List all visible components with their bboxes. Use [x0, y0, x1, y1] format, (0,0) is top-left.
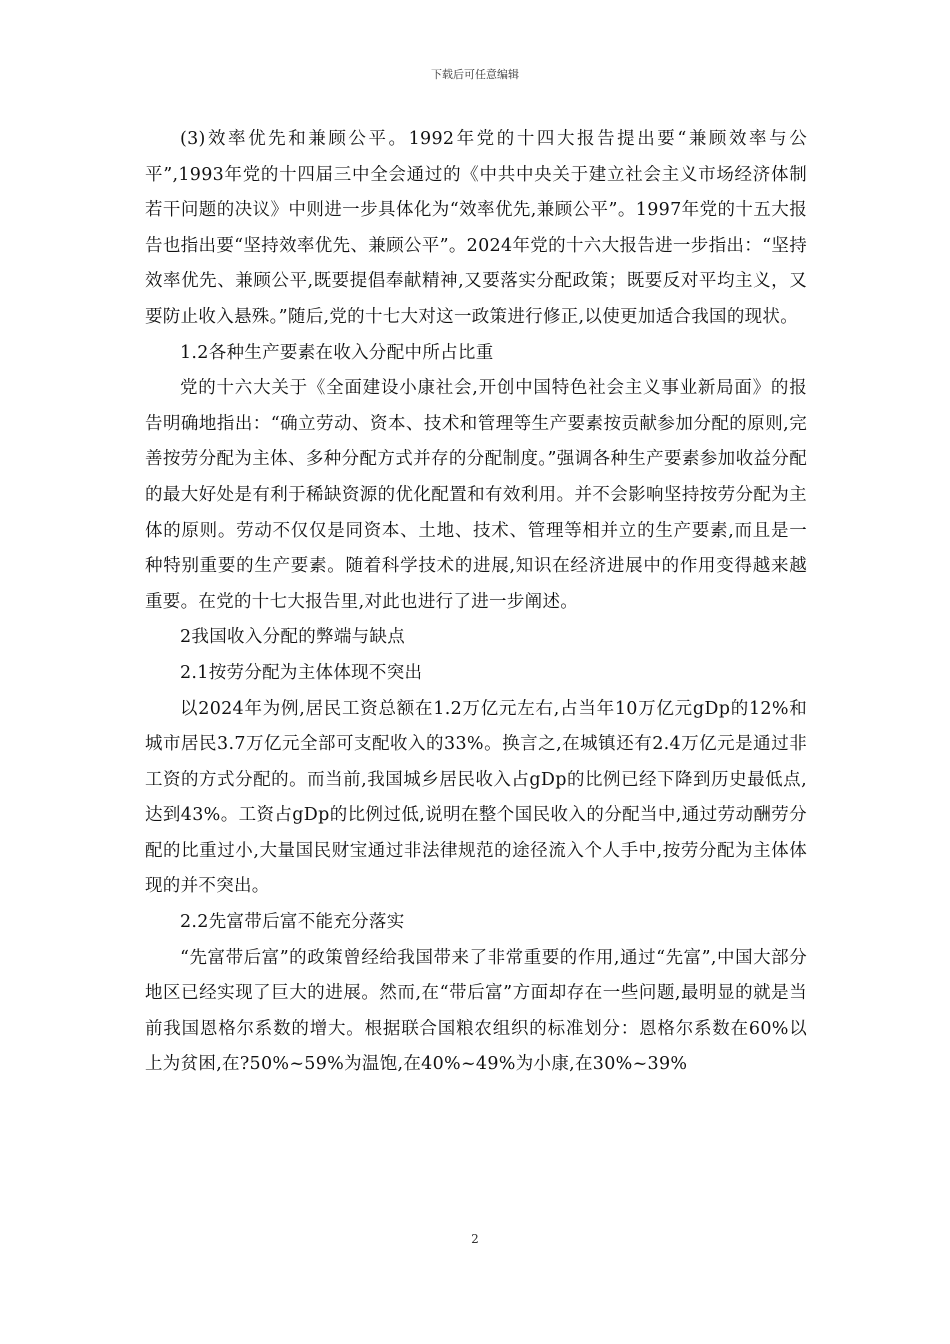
section-heading-2-2: 2.2先富带后富不能充分落实	[180, 912, 405, 933]
page-header: 下载后可任意编辑	[431, 68, 519, 81]
section-heading-2: 2我国收入分配的弊端与缺点	[180, 627, 406, 648]
page-number: 2	[471, 1232, 479, 1246]
section-heading-2-1: 2.1按劳分配为主体体现不突出	[180, 662, 423, 683]
paragraph-production-factors: 党的十六大关于《全面建设小康社会,开创中国特色社会主义事业新局面》的报告明确地指出：“确立劳动、资本、技术和管理等生产要素按贡献参加分配的原则,完善按劳分配为主体、多种分配方式并存的分配制度。”强调各种生产要素参加收益分配的最大好处是有利于稀缺资源的优化配置和有效利用。并不会影响坚持按劳分配为主体的原则。劳动不仅仅是同资本、土地、技术、管理等相并立的生产要素,而且是一种特别重要的生产要素。随着科学技术的进展,知识在经济进展中的作用变得越来越重要。在党的十七大报告里,对此也进行了进一步阐述。	[145, 378, 807, 612]
document-body	[145, 122, 807, 1083]
paragraph-wage-share: 以2024年为例,居民工资总额在1.2万亿元左右,占当年10万亿元gDp的12%和城市居民3.7万亿元全部可支配收入的33%。换言之,在城镇还有2.4万亿元是通过非工资的方式分配的。而当前,我国城乡居民收入占gDp的比例已经下降到历史最低点,达到43%。工资占gDp的比例过低,说明在整个国民收入的分配当中,通过劳动酬劳分配的比重过小,大量国民财宝通过非法律规范的途径流入个人手中,按劳分配为主体体现的并不突出。	[145, 698, 807, 897]
paragraph-engel-coefficient: “先富带后富”的政策曾经给我国带来了非常重要的作用,通过“先富”,中国大部分地区已经实现了巨大的进展。然而,在“带后富”方面却存在一些问题,最明显的就是当前我国恩格尔系数的增大。根据联合国粮农组织的标准划分：恩格尔系数在60%以上为贫困,在?50%~59%为温饱,在40%~49%为小康,在30%~39%	[145, 947, 807, 1075]
paragraph-efficiency-fairness: (3)效率优先和兼顾公平。1992年党的十四大报告提出要“兼顾效率与公平”,1993年党的十四届三中全会通过的《中共中央关于建立社会主义市场经济体制若干问题的决议》中则进一步具体化为“效率优先,兼顾公平”。1997年党的十五大报告也指出要“坚持效率优先、兼顾公平”。2024年党的十六大报告进一步指出：“坚持效率优先、兼顾公平,既要提倡奉献精神,又要落实分配政策；既要反对平均主义，又要防止收入悬殊。”随后,党的十七大对这一政策进行修正,以使更加适合我国的现状。	[145, 129, 807, 327]
section-heading-1-2: 1.2各种生产要素在收入分配中所占比重	[180, 342, 494, 363]
